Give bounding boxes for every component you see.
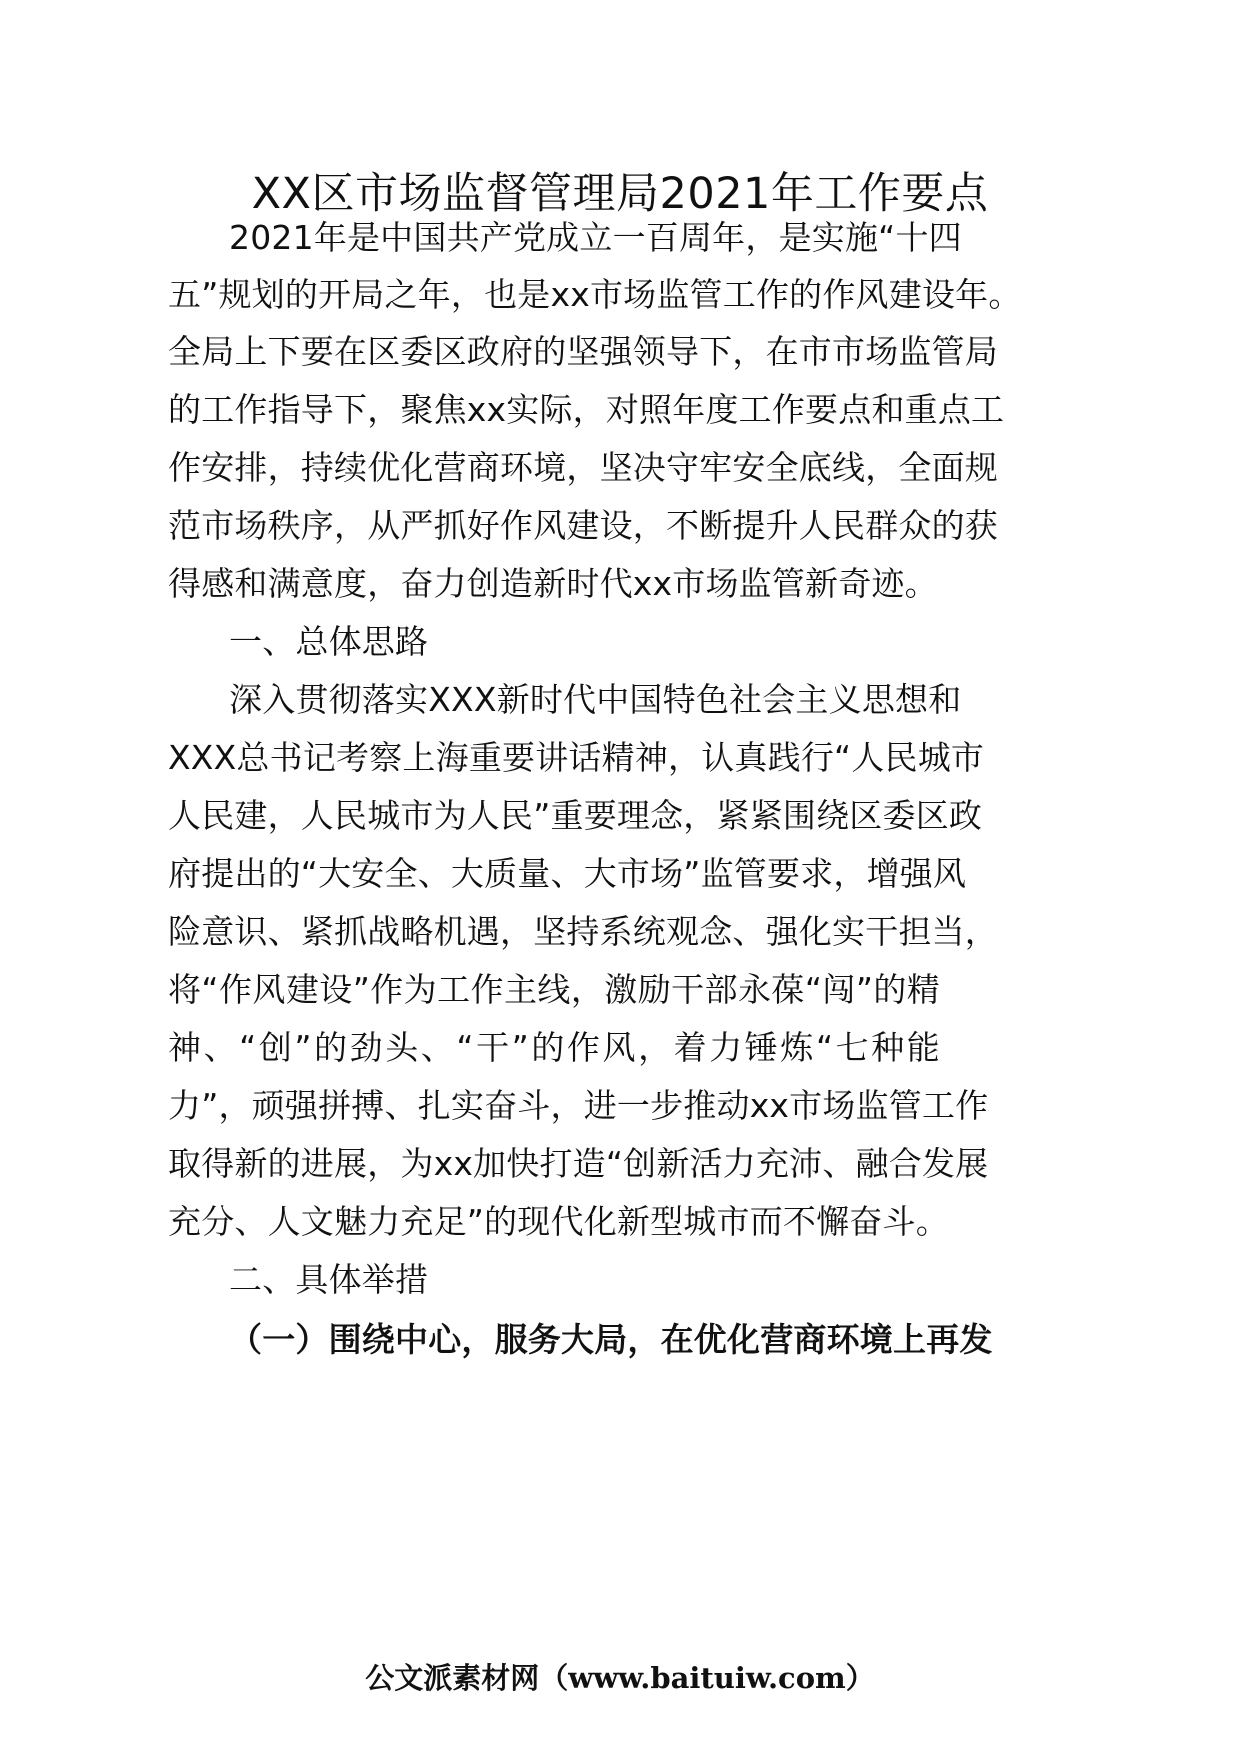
section1-line-9: 取得新的进展，为xx加快打造“创新活力充沛、融合发展 — [168, 1144, 989, 1183]
section1-line-3: 人民建，人民城市为人民”重要理念，紧紧围绕区委区政 — [168, 796, 983, 835]
intro-line-5: 作安排，持续优化营商环境，坚决守牢安全底线，全面规 — [168, 448, 998, 487]
section1-line-7: 神、“创”的劲头、“干”的作风，着力锤炼“七种能 — [168, 1028, 940, 1067]
footer-source-text: 公文派素材网（www.baituiw.com） — [365, 1661, 875, 1695]
intro-line-6: 范市场秩序，从严抓好作风建设，不断提升人民群众的获 — [168, 506, 998, 545]
subsection-heading-1: （一）围绕中心，服务大局，在优化营商环境上再发 — [229, 1320, 993, 1359]
section1-line-1: 深入贯彻落实XXX新时代中国特色社会主义思想和 — [229, 680, 962, 719]
section1-line-8: 力”，顽强拼搏、扎实奋斗，进一步推动xx市场监管工作 — [168, 1086, 989, 1125]
intro-line-2: 五”规划的开局之年，也是xx市场监管工作的作风建设年。 — [168, 275, 1022, 314]
intro-line-4: 的工作指导下，聚焦xx实际，对照年度工作要点和重点工 — [168, 390, 1005, 429]
section1-line-6: 将“作风建设”作为工作主线，激励干部永葆“闯”的精 — [168, 970, 940, 1009]
section1-line-2: XXX总书记考察上海重要讲话精神，认真践行“人民城市 — [168, 738, 985, 777]
section1-line-4: 府提出的“大安全、大质量、大市场”监管要求，增强风 — [168, 854, 967, 893]
section1-line-5: 险意识、紧抓战略机遇，坚持系统观念、强化实干担当， — [168, 912, 998, 951]
intro-line-7: 得感和满意度，奋力创造新时代xx市场监管新奇迹。 — [168, 564, 938, 603]
intro-line-1: 2021年是中国共产党成立一百周年，是实施“十四 — [229, 218, 962, 257]
section1-line-10: 充分、人文魅力充足”的现代化新型城市而不懈奋斗。 — [168, 1202, 949, 1241]
intro-line-3: 全局上下要在区委区政府的坚强领导下，在市市场监管局 — [168, 332, 998, 371]
section-heading-specific-measures: 二、具体举措 — [229, 1260, 429, 1299]
document-title: XX区市场监督管理局2021年工作要点 — [251, 169, 989, 219]
section-heading-general-approach: 一、总体思路 — [229, 622, 429, 661]
